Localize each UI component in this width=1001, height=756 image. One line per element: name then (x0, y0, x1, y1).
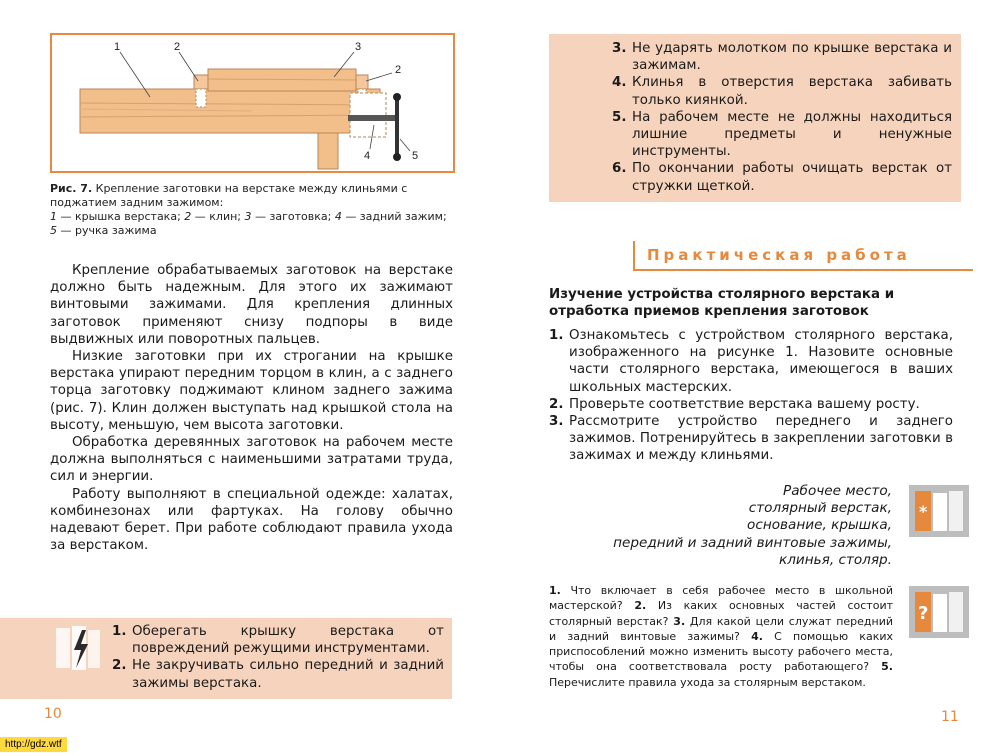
keyword-line: основание, крышка, (747, 517, 892, 534)
question-text: Для какой цели служат передний и задний винтовые зажимы? (549, 614, 893, 643)
rule-item (612, 74, 952, 108)
rule-text: На рабочем месте не должны находиться лишние предметы и ненужные инструменты. (632, 109, 952, 160)
question-text: Перечислите правила ухода за столярным верстаком. (549, 675, 866, 689)
rule-text: Оберегать крышку верстака от повреждений режущими инструментами. (132, 624, 444, 657)
keyword-line: столярный верстак, (748, 500, 892, 517)
figure-label-2a: 2 (174, 41, 181, 53)
task-item (549, 327, 953, 396)
figure-7 (50, 33, 455, 173)
task-text: Рассмотрите устройство переднего и заднего зажимов. Потренируйтесь в закреплении заготовки в зажимах и между клиньями. (569, 414, 953, 464)
task-text: Ознакомьтесь с устройством столярного верстака, изображенного на рисунке 1. Назовите основные части столярного верстака, имеющегося в ваших школьных мастерских. (569, 328, 953, 395)
legend-text-1: — крышка верстака; (60, 210, 181, 223)
figure-label-2b: 2 (395, 64, 402, 76)
task-item (549, 396, 953, 413)
rule-text: Не ударять молотком по крышке верстака и зажимам. (632, 41, 952, 74)
question-text: Что включает в себя рабочее место в школьной мастерской? (549, 584, 894, 613)
rule-item (612, 109, 952, 161)
svg-text:?: ? (918, 603, 929, 624)
practical-work-banner (633, 241, 973, 271)
page-number-left: 10 (44, 706, 62, 722)
question-number: 5. (881, 660, 893, 674)
rule-text: Клинья в отверстия верстака забивать только киянкой. (632, 75, 952, 108)
rule-item (612, 160, 952, 194)
legend-num-3: 3 (244, 210, 252, 223)
left-body-text (50, 262, 453, 554)
rule-number: 5. (612, 109, 627, 125)
rule-number: 4. (612, 75, 627, 91)
rule-item (112, 623, 444, 657)
keyword-line: клинья, столяр. (779, 551, 892, 568)
rule-number: 6. (612, 161, 627, 177)
legend-num-1: 1 (50, 210, 57, 223)
task-number: 1. (549, 328, 564, 343)
workbench-clamp-illustration (52, 35, 453, 171)
keyword-line: передний и задний винтовые зажимы, (613, 534, 892, 551)
legend-text-5: — ручка зажима (60, 224, 157, 237)
figure-label-4: 4 (364, 150, 371, 162)
practical-work-title: Изучение устройства столярного верстака и отработка приемов крепления заготовок (549, 287, 895, 319)
watermark: http://gdz.wtf (0, 737, 67, 752)
question-text: Из каких основных частей состоит столярный верстак? (549, 599, 893, 628)
task-item (549, 413, 953, 465)
task-text: Проверьте соответствие верстака вашему росту. (569, 396, 920, 412)
rule-number: 3. (612, 41, 627, 56)
figure-caption (50, 182, 450, 238)
page-number-right: 11 (941, 709, 959, 725)
legend-num-4: 4 (334, 210, 342, 223)
lightning-warning-icon (54, 622, 104, 674)
keyword-line: Рабочее место, (783, 483, 892, 499)
legend-num-5: 5 (50, 224, 57, 237)
rules-list-left (112, 623, 444, 692)
legend-text-3: — заготовка; (255, 210, 332, 223)
rule-number: 2. (112, 658, 127, 674)
figure-label-3: 3 (355, 41, 362, 53)
paragraph: Низкие заготовки при их строгании на крышке верстака упирают передним торцом в клин, а с заднего торца заготовку поджимают клином заднего зажима (рис. 7). Клин должен выступать над крышкой стола на высоту, меньшую, чем высота заготовки. (50, 349, 453, 433)
figure-caption-text: Крепление заготовки на верстаке между клиньями с поджатием задним зажимом: (50, 182, 408, 209)
practical-work-heading: Практическая работа (647, 246, 911, 264)
question-book-icon (909, 586, 969, 638)
question-text: С помощью каких приспособлений можно изменить высоту рабочего места, чтобы она соответствовала росту работающего? (549, 629, 893, 674)
task-number: 2. (549, 396, 564, 412)
review-questions (549, 583, 893, 690)
rules-list-right (612, 40, 952, 195)
rule-item (612, 40, 952, 74)
rule-text: Не закручивать сильно передний и задний зажимы верстака. (132, 658, 444, 691)
rule-text: По окончании работы очищать верстак от стружки щеткой. (632, 161, 952, 194)
question-number: 2. (634, 599, 647, 613)
question-number: 4. (751, 629, 763, 643)
question-number: 3. (673, 614, 686, 628)
legend-num-2: 2 (184, 210, 192, 223)
practical-tasks (549, 327, 953, 465)
rule-item (112, 657, 444, 691)
asterisk-book-icon (909, 485, 969, 537)
svg-text:*: * (919, 502, 928, 521)
task-number: 3. (549, 414, 564, 430)
paragraph: Крепление обрабатываемых заготовок на верстаке должно быть надежным. Для этого их зажимают винтовыми зажимами. Для крепления длинных заготовок применяют снизу подпоры в виде выдвижных или поворотных пальцев. (50, 263, 453, 347)
figure-caption-lead: Рис. 7. (50, 182, 93, 195)
legend-text-2: — клин; (194, 210, 241, 223)
figure-label-5: 5 (412, 150, 419, 162)
paragraph: Работу выполняют в специальной одежде: халатах, комбинезонах или фартуках. На голову обычно надевают берет. При работе соблюдают правила ухода за верстаком. (50, 486, 453, 554)
figure-label-1: 1 (114, 41, 121, 53)
paragraph: Обработка деревянных заготовок на рабочем месте должна выполняться с наименьшими затратами труда, сил и энергии. (50, 435, 453, 485)
keywords-block (560, 483, 892, 569)
legend-text-4: — задний зажим; (345, 210, 447, 223)
question-number: 1. (549, 584, 561, 597)
rule-number: 1. (112, 624, 127, 639)
